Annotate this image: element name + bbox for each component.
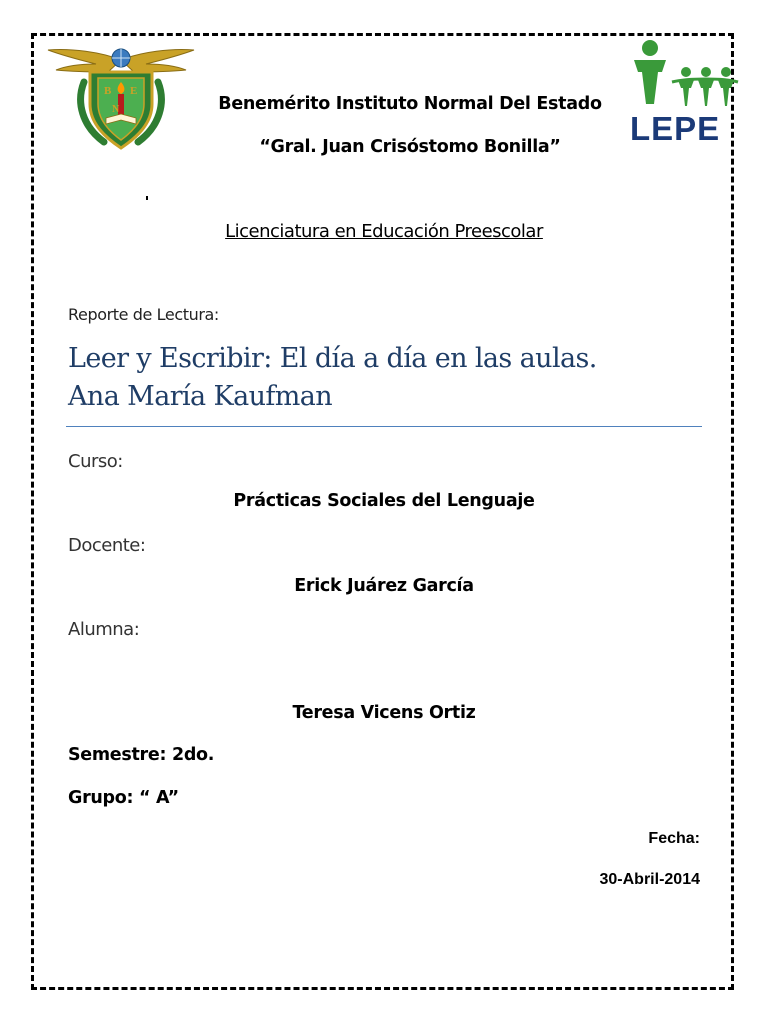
report-title <box>68 340 698 416</box>
page-border <box>31 33 734 990</box>
group-line: Grupo: “ A” <box>68 788 179 808</box>
semester-line: Semestre: 2do. <box>68 745 215 765</box>
report-title-line-1: Leer y Escribir: El día a día en las aulas. <box>68 343 597 374</box>
date-value: 30-Abril-2014 <box>599 871 700 888</box>
svg-text:B: B <box>104 85 112 97</box>
institution-subtitle: “Gral. Juan Crisóstomo Bonilla” <box>259 137 561 157</box>
date-label: Fecha: <box>648 830 700 847</box>
program-name <box>150 221 618 242</box>
student-label: Alumna: <box>68 619 140 640</box>
stray-mark <box>146 196 148 200</box>
teacher-value: Erick Juárez García <box>294 576 474 596</box>
report-title-line-2: Ana María Kaufman <box>68 381 333 412</box>
lepe-logo-text: LEPE <box>630 110 721 147</box>
teacher-label: Docente: <box>68 535 146 556</box>
report-label: Reporte de Lectura: <box>68 305 219 324</box>
course-value: Prácticas Sociales del Lenguaje <box>233 491 535 511</box>
svg-text:N: N <box>112 104 120 115</box>
svg-text:E: E <box>130 85 138 97</box>
title-underline-rule <box>66 426 702 427</box>
student-value: Teresa Vicens Ortiz <box>292 703 476 723</box>
institution-name: Benemérito Instituto Normal Del Estado <box>218 94 602 114</box>
winged-shield-crest-icon <box>46 42 196 152</box>
course-label: Curso: <box>68 451 123 472</box>
program-name-text: Licenciatura en Educación Preescolar <box>225 221 543 242</box>
